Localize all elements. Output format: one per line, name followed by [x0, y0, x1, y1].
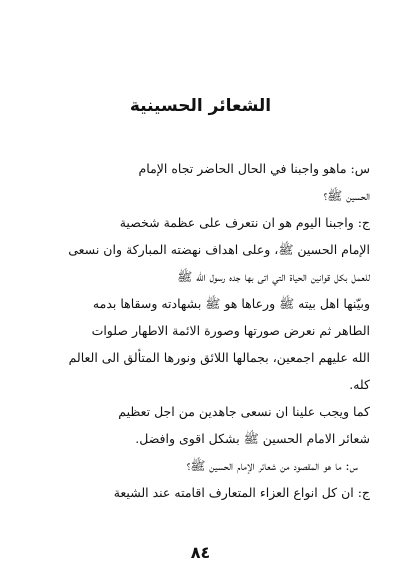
- text-line: ج: واجبنا اليوم هو ان نتعرف على عظمة شخصية: [119, 215, 370, 230]
- text-line: س: ما هو المقصود من شعائر الإمام الحسين ﷺ؟: [186, 458, 358, 473]
- text-line: شعائر الامام الحسين ﷺ بشكل اقوى وافضل.: [135, 431, 370, 446]
- text-line: س: ماهو واجبنا في الحال الحاضر تجاه الإمام: [138, 161, 370, 176]
- body-text: [40, 155, 370, 506]
- text-line: الطاهر ثم نعرض صورتها وصورة الائمة الاطهار صلوات: [91, 323, 370, 338]
- text-line: كما ويجب علينا ان نسعى جاهدين من اجل تعظيم: [118, 404, 370, 419]
- text-line: كله.: [349, 377, 370, 392]
- page-title: الشعائر الحسينية: [129, 96, 272, 116]
- text-line: الله عليهم اجمعين، بجمالها اللائق ونورها المتألق الى العالم: [68, 350, 370, 365]
- page-number: ٨٤: [190, 543, 211, 562]
- text-line: الحسين ﷺ؟: [323, 188, 370, 203]
- text-line: ج: ان كل انواع العزاء المتعارف اقامته عند الشيعة: [113, 485, 370, 500]
- text-line: للعمل بكل قوانين الحياة التي اتى بها جده رسول الله ﷺ: [177, 269, 370, 284]
- text-line: وبيّنها اهل بيته ﷺ ورعاها هو ﷺ بشهادته وسقاها بدمه: [92, 296, 370, 311]
- text-line: الإمام الحسين ﷺ، وعلى اهداف نهضته المباركة وان نسعى: [68, 242, 370, 257]
